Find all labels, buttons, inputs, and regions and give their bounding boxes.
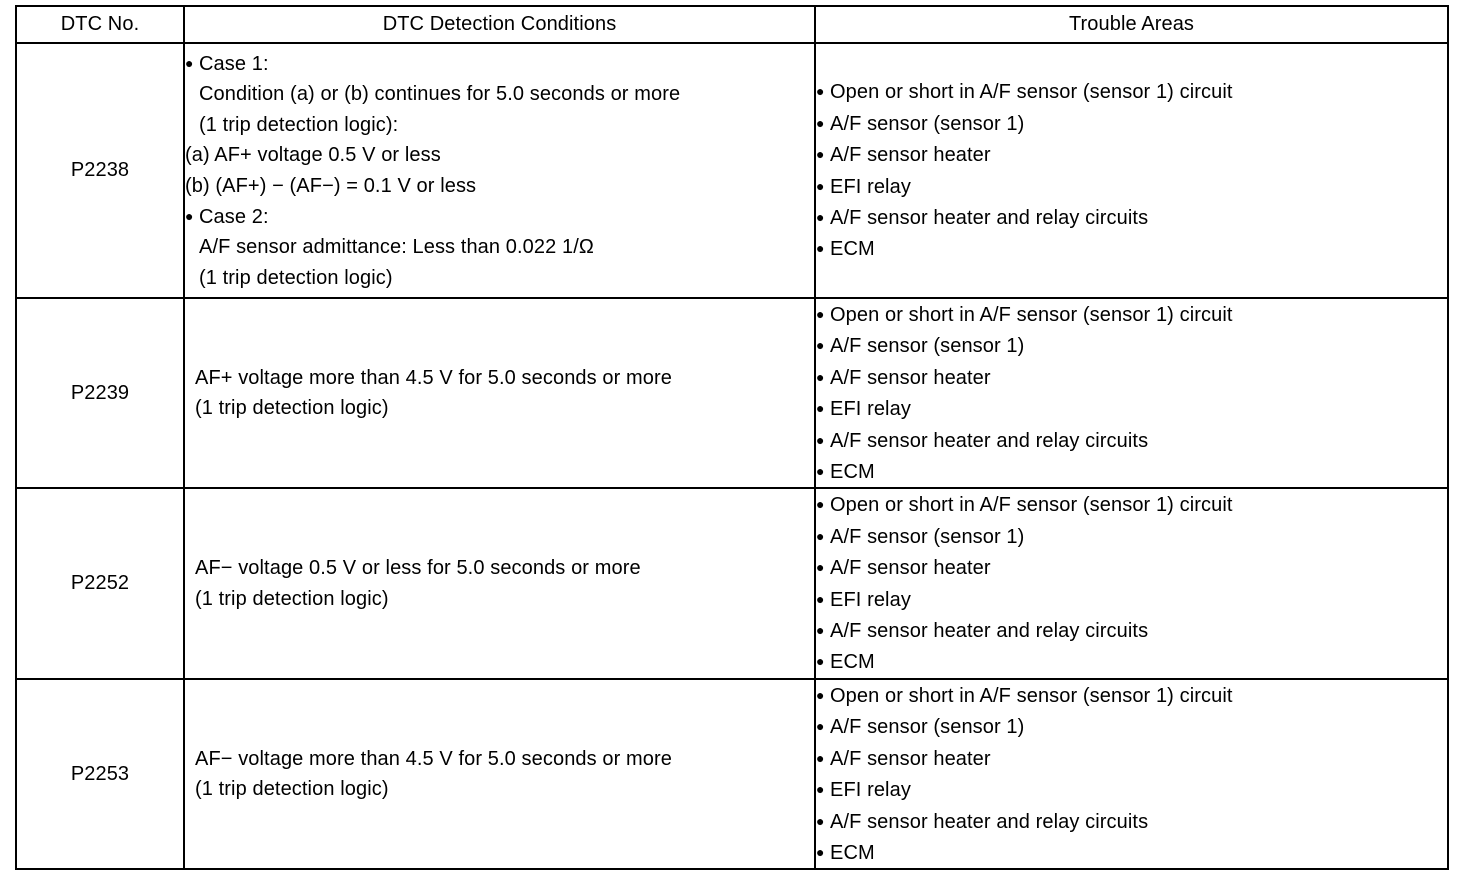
bullet-icon: ● — [185, 54, 194, 71]
header-dtc-no: DTC No. — [16, 6, 184, 43]
trouble-area-item: ● ECM — [816, 837, 1447, 868]
header-detection-conditions: DTC Detection Conditions — [184, 6, 815, 43]
bullet-icon: ● — [816, 559, 825, 576]
detection-conditions — [184, 488, 815, 678]
condition-text: AF− voltage more than 4.5 V for 5.0 seconds or more — [195, 747, 673, 770]
trouble-area-item: ● A/F sensor (sensor 1) — [816, 711, 1447, 742]
trouble-area-item: ● A/F sensor heater — [816, 362, 1447, 393]
bullet-icon: ● — [816, 431, 825, 448]
trouble-area-item: ● EFI relay — [816, 393, 1447, 424]
detection-conditions — [184, 43, 815, 298]
bullet-icon: ● — [816, 812, 825, 829]
trouble-area-item: ● EFI relay — [816, 584, 1447, 615]
detection-conditions — [184, 298, 815, 488]
trouble-area-item: ● A/F sensor heater and relay circuits — [816, 806, 1447, 837]
trouble-area-item: ● A/F sensor heater — [816, 743, 1447, 774]
dtc-code: P2252 — [16, 488, 184, 678]
dtc-table — [15, 5, 1449, 870]
trouble-area-item: ● A/F sensor heater — [816, 552, 1447, 583]
bullet-icon: ● — [816, 83, 825, 100]
condition-text: A/F sensor admittance: Less than 0.022 1/Ω — [199, 236, 594, 259]
condition-text: (1 trip detection logic): — [199, 113, 399, 136]
bullet-icon: ● — [816, 146, 825, 163]
trouble-area-item: ● A/F sensor heater and relay circuits — [816, 425, 1447, 456]
bullet-icon: ● — [816, 463, 825, 480]
bullet-icon: ● — [816, 400, 825, 417]
header-trouble-areas: Trouble Areas — [815, 6, 1448, 43]
bullet-icon: ● — [816, 177, 825, 194]
condition-text: (1 trip detection logic) — [195, 587, 389, 610]
dtc-code: P2238 — [16, 43, 184, 298]
bullet-icon: ● — [816, 686, 825, 703]
condition-text: AF− voltage 0.5 V or less for 5.0 seconds or more — [195, 557, 641, 580]
bullet-icon: ● — [816, 781, 825, 798]
bullet-icon: ● — [816, 208, 825, 225]
condition-text: (1 trip detection logic) — [195, 397, 389, 420]
table-row — [16, 43, 1448, 298]
trouble-area-item: ● Open or short in A/F sensor (sensor 1) circuit — [816, 680, 1447, 711]
bullet-icon: ● — [816, 843, 825, 860]
bullet-icon: ● — [816, 240, 825, 257]
trouble-area-item: ● EFI relay — [816, 171, 1447, 202]
condition-text: (1 trip detection logic) — [199, 266, 393, 289]
condition-a: (a) AF+ voltage 0.5 V or less — [185, 144, 441, 167]
condition-text: Condition (a) or (b) continues for 5.0 seconds or more — [199, 83, 681, 106]
trouble-area-item: ● A/F sensor heater — [816, 139, 1447, 170]
dtc-code: P2253 — [16, 679, 184, 869]
trouble-area-item: ● A/F sensor heater and relay circuits — [816, 615, 1447, 646]
detection-conditions — [184, 679, 815, 869]
trouble-area-item: ● A/F sensor heater and relay circuits — [816, 202, 1447, 233]
bullet-icon: ● — [816, 527, 825, 544]
trouble-areas — [815, 488, 1448, 678]
bullet-icon: ● — [816, 114, 825, 131]
trouble-area-item: ● A/F sensor (sensor 1) — [816, 108, 1447, 139]
condition-b: (b) (AF+) − (AF−) = 0.1 V or less — [185, 174, 477, 197]
trouble-area-item: ● A/F sensor (sensor 1) — [816, 521, 1447, 552]
trouble-area-item: ● Open or short in A/F sensor (sensor 1) circuit — [816, 76, 1447, 107]
trouble-areas — [815, 298, 1448, 488]
bullet-icon: ● — [816, 590, 825, 607]
bullet-icon: ● — [816, 749, 825, 766]
bullet-icon: ● — [816, 718, 825, 735]
trouble-areas — [815, 43, 1448, 298]
bullet-icon: ● — [816, 337, 825, 354]
case1-heading: ● Case 1: — [185, 48, 814, 79]
bullet-icon: ● — [816, 653, 825, 670]
trouble-area-item: ● Open or short in A/F sensor (sensor 1) circuit — [816, 489, 1447, 520]
trouble-area-item: ● EFI relay — [816, 774, 1447, 805]
trouble-area-item: ● A/F sensor (sensor 1) — [816, 330, 1447, 361]
bullet-icon: ● — [185, 207, 194, 224]
bullet-icon: ● — [816, 368, 825, 385]
case2-heading: ● Case 2: — [185, 201, 814, 232]
condition-text: AF+ voltage more than 4.5 V for 5.0 seconds or more — [195, 366, 673, 389]
trouble-area-item: ● ECM — [816, 233, 1447, 264]
trouble-area-item: ● ECM — [816, 456, 1447, 487]
trouble-area-item: ● ECM — [816, 646, 1447, 677]
header-row — [16, 6, 1448, 43]
table-row — [16, 488, 1448, 678]
table-row — [16, 298, 1448, 488]
bullet-icon: ● — [816, 306, 825, 322]
table-row — [16, 679, 1448, 869]
condition-text: (1 trip detection logic) — [195, 778, 389, 801]
trouble-areas — [815, 679, 1448, 869]
dtc-code: P2239 — [16, 298, 184, 488]
bullet-icon: ● — [816, 496, 825, 513]
bullet-icon: ● — [816, 622, 825, 639]
trouble-area-item: ● Open or short in A/F sensor (sensor 1) circuit — [816, 299, 1447, 330]
